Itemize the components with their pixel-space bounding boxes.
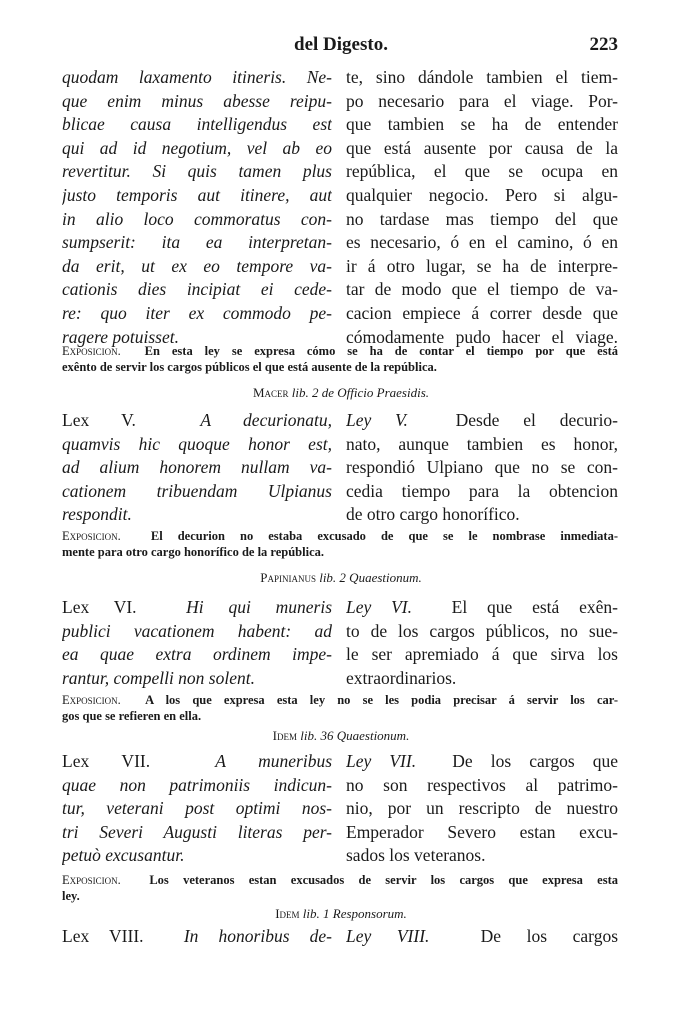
latin-line: quodam laxamento itineris. Ne-	[62, 67, 332, 87]
latin-line: Lex VIII. In honoribus de-	[62, 926, 332, 946]
spanish-line: Emperador Severo estan excu-	[346, 821, 618, 842]
source-reference: lib. 1 Responsorum.	[302, 906, 407, 921]
latin-line: justo temporis aut itinere, aut	[62, 184, 332, 205]
exposition-label: Exposicion.	[62, 529, 121, 543]
spanish-line: po necesario para el viage. Por-	[346, 90, 618, 111]
lex-heading: Lex VII.	[62, 751, 151, 771]
lex-heading: Lex VIII.	[62, 926, 144, 946]
spanish-line: que está ausente por causa de la	[346, 137, 618, 158]
latin-line: rantur, compelli non solent.	[62, 667, 255, 688]
spanish-line: cómodamente pudo hacer el viage.	[346, 326, 618, 347]
spanish-line: qualquier negocio. Pero si algu-	[346, 184, 618, 205]
latin-column	[62, 596, 332, 690]
exposition-label: Exposicion.	[62, 693, 121, 707]
latin-line: Lex VII. A muneribus	[62, 751, 332, 771]
latin-line: ea quae extra ordinem impe-	[62, 644, 332, 665]
spanish-line: to de los cargos públicos, no sue-	[346, 620, 618, 641]
latin-line: revertitur. Si quis tamen plus	[62, 161, 332, 182]
source-author: Idem	[275, 906, 300, 921]
source-author: Macer	[252, 385, 289, 400]
exposition-line: exênto de servir los cargos públicos el que está ausente de la república.	[62, 360, 437, 374]
spanish-line: cedia tiempo para la obtencion	[346, 480, 618, 501]
latin-line: tur, veterani post optimi nos-	[62, 798, 332, 819]
spanish-line: ir á otro lugar, se ha de interpre-	[346, 255, 618, 276]
exposition-line: Exposicion. En esta ley se expresa cómo se ha de contar el tiempo por que está	[62, 344, 618, 358]
latin-line: publici vacationem habent: ad	[62, 620, 332, 641]
latin-column	[62, 750, 332, 868]
ley-heading: Ley VII.	[346, 751, 417, 771]
latin-line: qui ad id negotium, vel ab eo	[62, 137, 332, 158]
latin-line: petuò excusantur.	[62, 845, 185, 866]
exposition-label: Exposicion.	[62, 344, 121, 358]
spanish-column	[346, 925, 618, 949]
spanish-column	[346, 596, 618, 690]
latin-line: respondit.	[62, 504, 132, 525]
exposition-note	[62, 528, 618, 560]
spanish-line: no tardase mas tiempo del que	[346, 208, 618, 229]
latin-column	[62, 409, 332, 527]
spanish-line: Ley VI. El que está exên-	[346, 597, 618, 617]
spanish-line: cacion empiece á correr desde que	[346, 302, 618, 323]
exposition-line: gos que se refieren en ella.	[62, 709, 202, 723]
spanish-line: Ley VII. De los cargos que	[346, 751, 618, 771]
exposition-line: Exposicion. Los veteranos estan excusados de servir los cargos que expresa esta	[62, 873, 618, 887]
spanish-line: de otro cargo honorífico.	[346, 504, 520, 525]
lex-heading: Lex VI.	[62, 597, 137, 617]
exposition-note	[62, 872, 618, 904]
source-citation	[0, 385, 682, 401]
law-continuation	[62, 66, 618, 349]
latin-column	[62, 925, 332, 949]
law-vi	[62, 596, 618, 690]
spanish-line: nato, aunque tambien es honor,	[346, 433, 618, 454]
ley-heading: Ley VI.	[346, 597, 412, 617]
latin-line: in alio loco commoratus con-	[62, 208, 332, 229]
spanish-line: le ser apremiado á que sirva los	[346, 644, 618, 665]
source-author: Idem	[272, 728, 298, 743]
spanish-column	[346, 750, 618, 868]
spanish-column	[346, 66, 618, 349]
spanish-line: república, el que se ocupa en	[346, 161, 618, 182]
lex-heading: Lex V.	[62, 410, 136, 430]
ley-heading: Ley VIII.	[346, 926, 430, 946]
latin-line: quae non patrimoniis indicun-	[62, 774, 332, 795]
latin-line: blicae causa intelligendus est	[62, 114, 332, 135]
spanish-line: nio, por un rescripto de nuestro	[346, 798, 618, 819]
spanish-line: tar de modo que el tiempo de va-	[346, 279, 618, 300]
exposition-line: Exposicion. El decurion no estaba excusado de que se le nombrase inmediata-	[62, 529, 618, 543]
latin-line: re: quo iter ex commodo pe-	[62, 302, 332, 323]
law-viii	[62, 925, 618, 949]
latin-line: ragere potuisset.	[62, 326, 179, 347]
spanish-line: que tambien se ha de entender	[346, 114, 618, 135]
latin-line: sumpserit: ita ea interpretan-	[62, 232, 332, 253]
source-citation	[0, 728, 682, 744]
spanish-line: te, sino dándole tambien el tiem-	[346, 67, 618, 87]
running-title: del Digesto.	[294, 34, 388, 55]
source-author: Papinianus	[260, 570, 316, 585]
exposition-line: mente para otro cargo honorífico de la república.	[62, 545, 325, 559]
latin-line: da erit, ut ex eo tempore va-	[62, 255, 332, 276]
source-citation	[0, 570, 682, 586]
latin-line: Lex VI. Hi qui muneris	[62, 597, 332, 617]
source-reference: lib. 2 Quaestionum.	[319, 570, 422, 585]
source-reference: lib. 2 de Officio Praesidis.	[291, 385, 430, 400]
latin-line: cationis dies incipiat ei cede-	[62, 279, 332, 300]
page-header	[0, 34, 682, 58]
spanish-line: es necesario, ó en el camino, ó en	[346, 232, 618, 253]
law-v	[62, 409, 618, 527]
spanish-line: no son respectivos al patrimo-	[346, 774, 618, 795]
spanish-column	[346, 409, 618, 527]
latin-line: Lex V. A decurionatu,	[62, 410, 332, 430]
spanish-line: Ley V. Desde el decurio-	[346, 410, 618, 430]
spanish-line: Ley VIII. De los cargos	[346, 926, 618, 946]
spanish-line: extraordinarios.	[346, 667, 457, 688]
ley-heading: Ley V.	[346, 410, 408, 430]
latin-column	[62, 66, 332, 349]
spanish-line: respondió Ulpiano que no se con-	[346, 457, 618, 478]
latin-line: tri Severi Augusti literas per-	[62, 821, 332, 842]
exposition-line: ley.	[62, 889, 80, 903]
exposition-note	[62, 692, 618, 724]
spanish-line: sados los veteranos.	[346, 845, 486, 866]
source-reference: lib. 36 Quaestionum.	[300, 728, 410, 743]
latin-line: ad alium honorem nullam va-	[62, 457, 332, 478]
exposition-line: Exposicion. A los que expresa esta ley no se les podia precisar á servir los car-	[62, 693, 618, 707]
latin-line: cationem tribuendam Ulpianus	[62, 480, 332, 501]
page-number: 223	[589, 34, 618, 55]
exposition-label: Exposicion.	[62, 873, 121, 887]
latin-line: que enim minus abesse reipu-	[62, 90, 332, 111]
source-citation	[0, 906, 682, 922]
law-vii	[62, 750, 618, 868]
latin-line: quamvis hic quoque honor est,	[62, 433, 332, 454]
exposition-note	[62, 343, 618, 375]
